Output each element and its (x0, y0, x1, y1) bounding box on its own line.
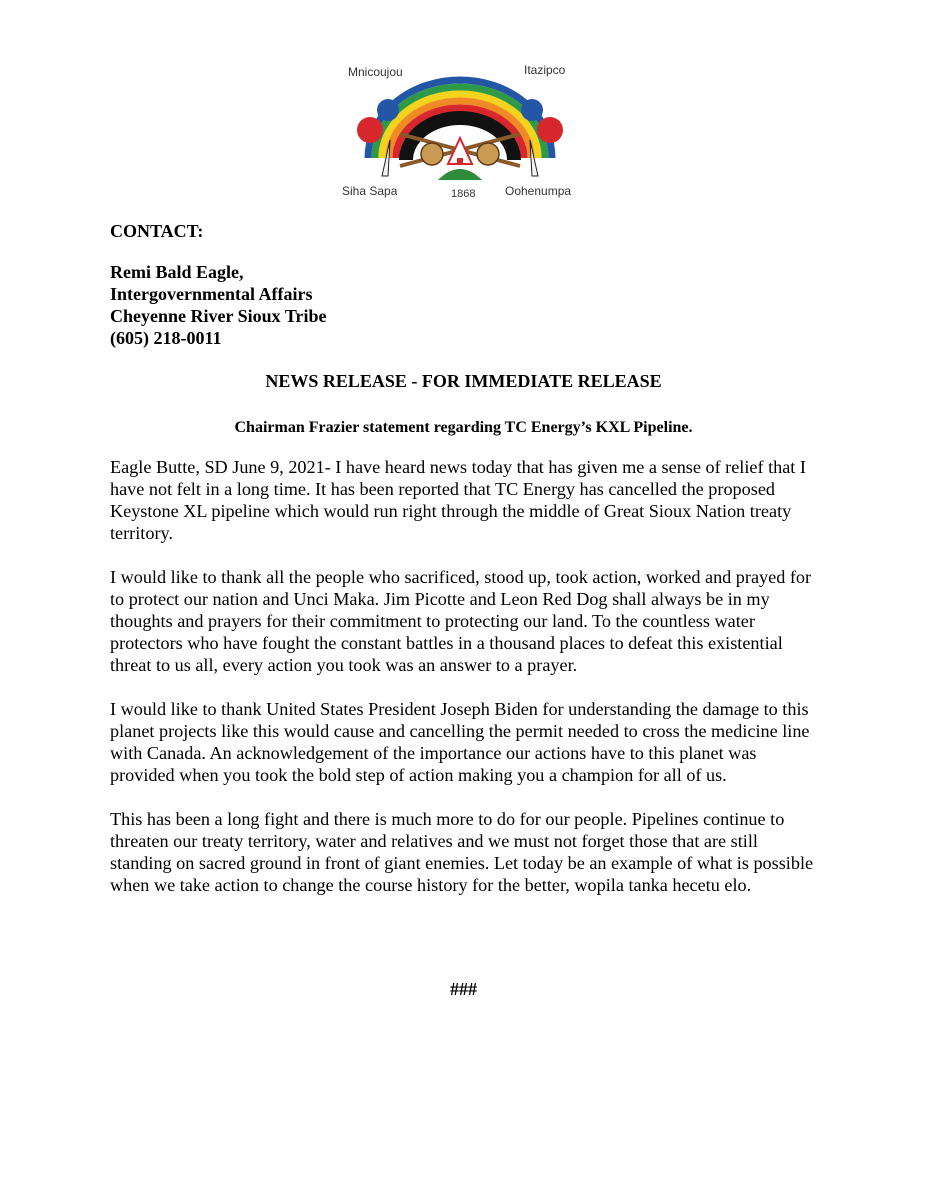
contact-phone: (605) 218-0011 (110, 328, 222, 348)
body-paragraph: I would like to thank all the people who sacrificed, stood up, took action, worked and prayed for to protect our nation and Unci Maka. Jim Picotte and Leon Red Dog shall always be in my thoughts and prayers for their commitment to protecting our land. To the countless water protectors who have fought the constant battles in a thousand places to defeat this existential threat to us all, every action you took was an answer to a prayer. (110, 567, 812, 675)
contact-heading: CONTACT: (110, 221, 204, 241)
body-paragraph: Eagle Butte, SD June 9, 2021- I have heard news today that has given me a sense of relief that I have not felt in a long time. It has been reported that TC Energy has cancelled the proposed Keystone XL pipeline which would run right through the middle of Great Sioux Nation treaty territory. (110, 457, 806, 543)
body-paragraph: This has been a long fight and there is much more to do for our people. Pipelines continue to threaten our treaty territory, water and relatives and we must not forget those that are still standing on sacred ground in front of giant enemies. Let today be an example of what is possible when we take action to change the course history for the better, wopila tanka hecetu elo. (110, 809, 814, 895)
logo-band-label: Oohenumpa (505, 184, 572, 198)
release-heading: NEWS RELEASE - FOR IMMEDIATE RELEASE (265, 371, 662, 391)
logo-band-label: Mnicoujou (348, 65, 403, 79)
statement-heading: Chairman Frazier statement regarding TC Energy’s KXL Pipeline. (234, 419, 693, 436)
logo-band-label: Itazipco (524, 63, 566, 77)
contact-name: Remi Bald Eagle, (110, 262, 244, 282)
tribe-logo (330, 58, 590, 208)
end-mark: ### (450, 979, 477, 999)
contact-organization: Cheyenne River Sioux Tribe (110, 306, 327, 326)
contact-department: Intergovernmental Affairs (110, 284, 313, 304)
contact-block (110, 261, 327, 349)
logo-band-label: Siha Sapa (342, 184, 398, 198)
body-paragraph: I would like to thank United States President Joseph Biden for understanding the damage to this planet projects like this would cause and cancelling the permit needed to cross the medicine line with Canada. An acknowledgement of the importance our actions have to this planet was provided when you took the bold step of action making you a champion for all of us. (110, 699, 810, 785)
release-body (110, 456, 822, 918)
logo-year: 1868 (451, 188, 476, 200)
